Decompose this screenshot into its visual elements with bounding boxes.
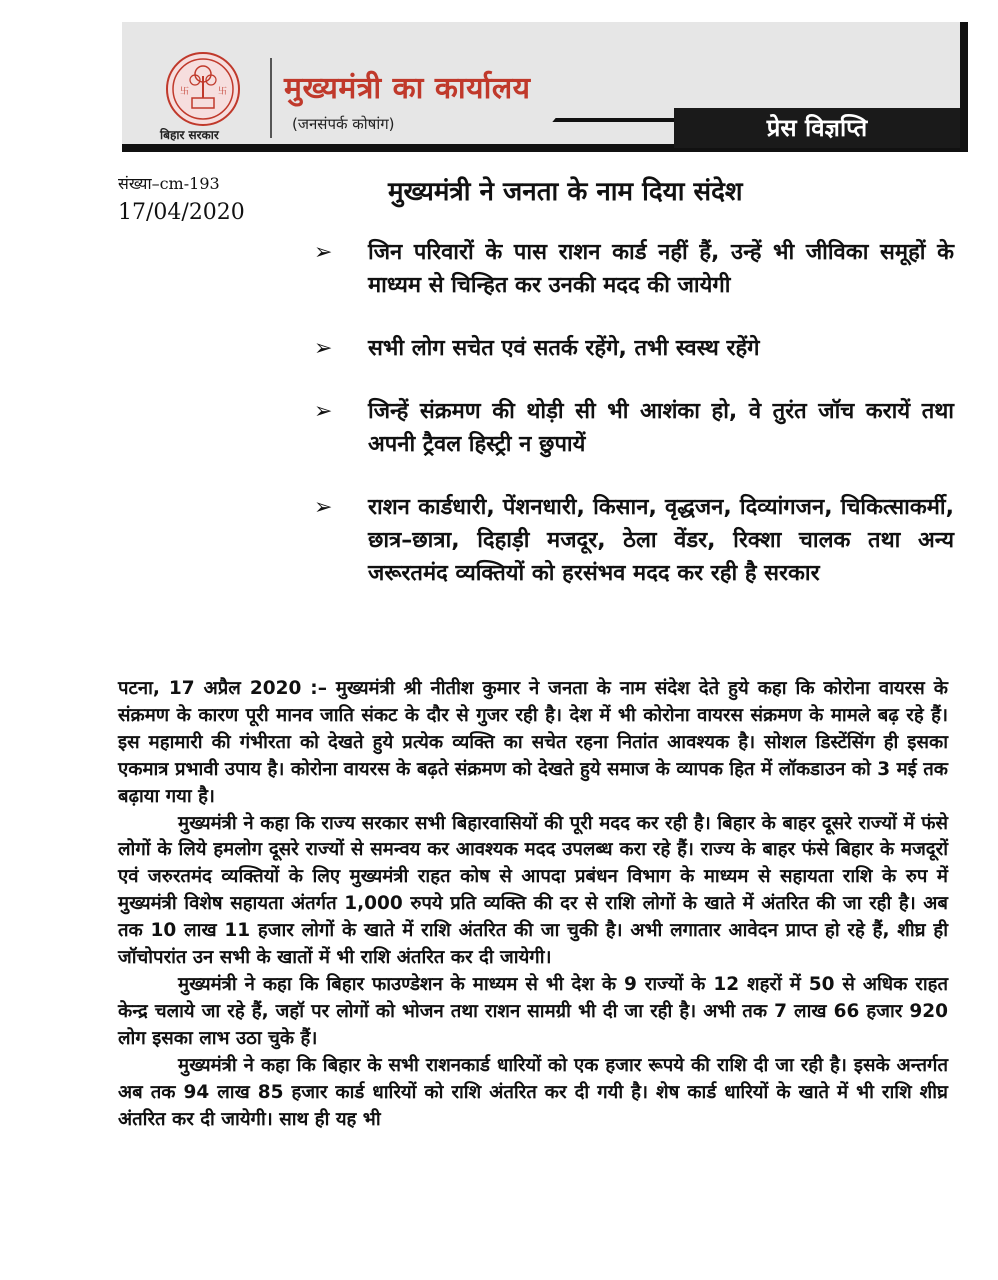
press-release-body xyxy=(118,676,948,1133)
list-item xyxy=(314,491,954,590)
list-item xyxy=(314,332,954,365)
list-item xyxy=(314,395,954,461)
press-release-label: प्रेस विज्ञप्ति xyxy=(674,108,960,148)
highlight-list xyxy=(314,236,954,590)
body-paragraph: मुख्यमंत्री ने कहा कि बिहार के सभी राशनकार्ड धारियों को एक हजार रूपये की राशि दी जा रही है। इसके अन्तर्गत अब तक 94 लाख 85 हजार कार्ड धारियों को राशि अंतरित कर दी गयी है। शेष कार्ड धारियों के खाते में भी राशि शीघ्र अंतरित कर दी जायेगी। साथ ही यह भी xyxy=(118,1054,948,1130)
list-item-text: जिन्हें संक्रमण की थोड़ी सी भी आशंका हो, वे तुरंत जॉच करायें तथा अपनी ट्रैवल हिस्ट्री न छुपायें xyxy=(368,399,954,457)
press-release-title: मुख्यमंत्री ने जनता के नाम दिया संदेश xyxy=(388,177,743,207)
emblem-caption: बिहार सरकार xyxy=(160,128,219,142)
body-paragraph: मुख्यमंत्री ने कहा कि राज्य सरकार सभी बिहारवासियों की पूरी मदद कर रही है। बिहार के बाहर दूसरे राज्यों में फंसे लोगों के लिये हमलोग दूसरे राज्यों से समन्वय कर आवश्यक मदद उपलब्ध करा रहे हैं। राज्य के बाहर फंसे बिहार के मजदूरों एवं जरुरतमंद व्यक्तियों के लिए मुख्यमंत्री राहत कोष से आपदा प्रबंधन विभाग के माध्यम से सहायता राशि के रुप में मुख्यमंत्री विशेष सहायता अंतर्गत 1,000 रुपये प्रति व्यक्ति की दर से राशि लोगों के खाते में अंतरित की जा रही है। अब तक 10 लाख 11 हजार लोगों के खाते में राशि अंतरित की जा चुकी है। अभी लगातार आवेदन प्राप्त हो रहे हैं, शीघ्र ही जॉचोपरांत उन सभी के खातों में भी राशि अंतरित कर दी जायेगी। xyxy=(118,812,948,969)
bihar-government-emblem-icon xyxy=(166,52,240,126)
arrow-bullet-icon: ➢ xyxy=(314,336,333,361)
arrow-bullet-icon: ➢ xyxy=(314,399,333,424)
press-release-band xyxy=(554,108,960,142)
list-item-text: सभी लोग सचेत एवं सतर्क रहेंगे, तभी स्वस्थ रहेंगे xyxy=(368,336,760,361)
office-title: मुख्यमंत्री का कार्यालय xyxy=(284,71,531,106)
body-paragraph: पटना, 17 अप्रैल 2020 :– मुख्यमंत्री श्री नीतीश कुमार ने जनता के नाम संदेश देते हुये कहा कि कोरोना वायरस के संक्रमण के कारण पूरी मानव जाति संकट के दौर से गुजर रही है। देश में भी कोरोना वायरस संक्रमण के मामले बढ़ रहे हैं। इस महामारी की गंभीरता को देखते हुये प्रत्येक व्यक्ति का सचेत रहना नितांत आवश्यक है। सोशल डिस्टेंसिंग ही इसका एकमात्र प्रभावी उपाय है। कोरोना वायरस के बढ़ते संक्रमण को देखते हुये समाज के व्यापक हित में लॉकडाउन को 3 मई तक बढ़ाया गया है। xyxy=(118,678,948,807)
list-item xyxy=(314,236,954,302)
reference-number: संख्या–cm-193 xyxy=(118,174,220,193)
press-band-stroke xyxy=(552,118,685,122)
body-paragraph: मुख्यमंत्री ने कहा कि बिहार फाउण्डेशन के माध्यम से भी देश के 9 राज्यों के 12 शहरों में 50 से अधिक राहत केन्द्र चलाये जा रहे हैं, जहॉ पर लोगों को भोजन तथा राशन सामग्री भी दी जा रही है। अभी तक 7 लाख 66 हजार 920 लोग इसका लाभ उठा चुके हैं। xyxy=(118,973,948,1049)
arrow-bullet-icon: ➢ xyxy=(314,240,333,265)
list-item-text: राशन कार्डधारी, पेंशनधारी, किसान, वृद्धजन, दिव्यांगजन, चिकित्साकर्मी, छात्र–छात्रा, दिहाड़ी मजदूर, ठेला वेंडर, रिक्शा चालक तथा अन्य जरूरतमंद व्यक्तियों को हरसंभव मदद कर रही है सरकार xyxy=(368,495,954,586)
arrow-bullet-icon: ➢ xyxy=(314,495,333,520)
header-divider xyxy=(270,58,272,138)
reference-date: 17/04/2020 xyxy=(118,200,245,225)
svg-text:卐: 卐 xyxy=(180,87,190,97)
office-subtitle: (जनसंपर्क कोषांग) xyxy=(292,115,395,133)
svg-text:卐: 卐 xyxy=(218,87,228,97)
list-item-text: जिन परिवारों के पास राशन कार्ड नहीं हैं, उन्हें भी जीविका समूहों के माध्यम से चिन्हित कर उनकी मदद की जायेगी xyxy=(368,240,954,298)
letterhead xyxy=(122,22,968,152)
emblem-graphic xyxy=(168,54,238,124)
